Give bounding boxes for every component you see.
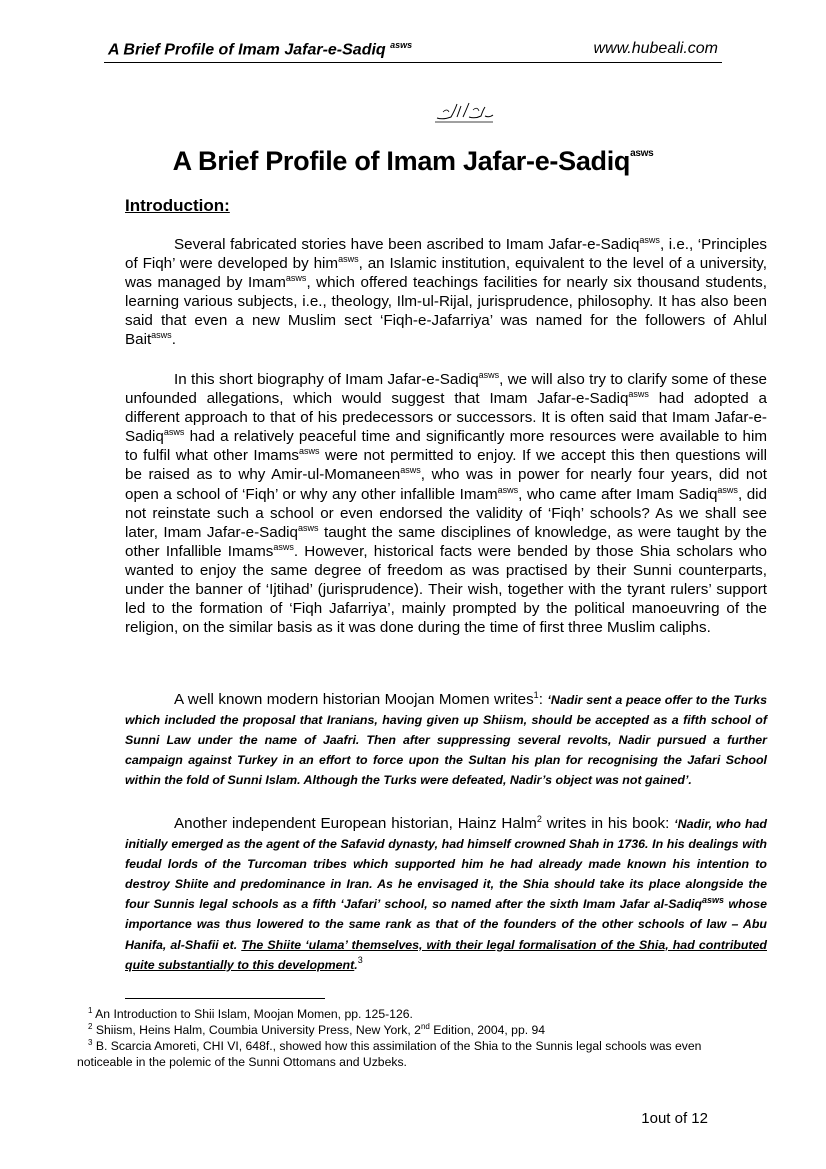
- header-title: A Brief Profile of Imam Jafar-e-Sadiq $^{asws}$: [108, 40, 413, 59]
- footnote-ref-2[interactable]: 2: [536, 813, 542, 824]
- footnote-3: $^3$ B. Scarcia Amoreti, CHI VI, 648f., showed how this assimilation of the Shia to the Sunnis legal schools was even noticeable in the polemic of the Sunni Ottomans and Uzbeks.: [77, 1037, 702, 1069]
- page-number: 1out of 12: [641, 1110, 708, 1127]
- header-rule: [104, 62, 722, 63]
- footnote-2: $^2$ Shiism, Heins Halm, Coumbia University Press, New York, 2nd Edition, 2004, pp. 94: [88, 1021, 546, 1037]
- paragraph-3: A well known modern historian Moojan Momen writes$^1$: ‘Nadir sent a peace offer to the Turks which included the proposal that Iranians, having given up Shiism, should be accepted as a fifth school of Sunni Law under the name of Jaafri. Then after suppressing several revolts, Nadir pursued a further campaign against Turkey in an effort to force upon the Sultan his plan for recognising the Jafari School within the fold of Sunni Islam. Although the Turks were defeated, Nadir’s object was not gained’.: [125, 689, 767, 788]
- header-site-link[interactable]: www.hubeali.com: [593, 40, 718, 57]
- header-title-superscript: asws: [390, 40, 413, 50]
- section-heading: Introduction:: [125, 196, 230, 215]
- footnotes: [77, 1006, 747, 1070]
- paragraph-4: Another independent European historian, Hainz Halm$^2$ writes in his book: ‘Nadir, who had initially emerged as the agent of the Safavid dynasty, had himself crowned Shah in 1736. In his dealings with feudal lords of the Turcoman tribes which supported him he had already made known his intention to destroy Shiite and predominance in Iran. As he envisaged it, the Shia should take its place alongside the four Sunnis legal schools as a fifth ‘Jafari’ school, so named after the sixth Imam Jafar al-Sadiq$^{asws}$ whose importance was thus lowered to the same rank as that of the founders of the other schools of law – Abu Hanifa, al-Shafii et. The Shiite ‘ulama’ themselves, with their legal formalisation of the Shia, had contributed quite substantially to this development.$^3$: [125, 813, 767, 972]
- footnote-1: $^1$ An Introduction to Shii Islam, Moojan Momen, pp. 125-126.: [88, 1005, 413, 1021]
- quote-halm-underlined: The Shiite ‘ulama’ themselves, with their legal formalisation of the Shia, had contributed quite substantially to this development: [125, 937, 767, 972]
- paragraph-2: In this short biography of Imam Jafar-e-Sadiq$^{asws}$, we will also try to clarify some of these unfounded allegations, which would suggest that Imam Jafar-e-Sadiq$^{asws}$ had adopted a different approach to that of his predecessors or successors. It is often said that Imam Jafar-e-Sadiq$^{asws}$ had a relatively peaceful time and significantly more resources were available to him to fulfil what other Imams$^{asws}$ were not permitted to enjoy. If we accept this then questions will be raised as to why Amir-ul-Momaneen$^{asws}$, who was in power for nearly four years, did not open a school of ‘Fiqh’ or why any other infallible Imam$^{asws}$, who came after Imam Sadiq$^{asws}$, did not reinstate such a school or even endorsed the validity of ‘Fiqh’ schools? As we shall see later, Imam Jafar-e-Sadiq$^{asws}$ taught the same disciplines of knowledge, as were taught by the other Infallible Imams$^{asws}$. However, historical facts were bended by those Shia scholars who wanted to enjoy the same degree of freedom as was practised by their Sunni counterparts, under the banner of ‘Ijtihad’ (jurisprudence). Their wish, together with the tyrant rulers’ support led to the formation of ‘Fiqh Jafarriya’, mainly prompted by the political manoeuvring of the religion, on the similar basis as it was done during the time of first three Muslim caliphs.: [125, 369, 767, 637]
- page-title: A Brief Profile of Imam Jafar-e-Sadiq$^{asws}$: [172, 146, 654, 176]
- footnote-ref-1[interactable]: 1: [533, 689, 539, 700]
- quote-momen: ‘Nadir sent a peace offer to the Turks which included the proposal that Iranians, having given up Shiism, should be accepted as a fifth school of Sunni Law under the name of Jaafri. Then after suppressing several revolts, Nadir pursued a further campaign against Turkey in an effort to force upon the Sultan his plan for recognising the Jafari School within the fold of Sunni Islam. Although the Turks were defeated, Nadir’s object was not gained’.: [125, 693, 767, 788]
- bismillah-calligraphy: [433, 98, 495, 124]
- title-superscript: asws: [630, 148, 654, 159]
- quote-halm: ‘Nadir, who had initially emerged as the agent of the Safavid dynasty, had himself crowned Shah in 1736. In his dealings with feudal lords of the Turcoman tribes which supported him he had already made known his intention to destroy Shiite and predominance in Iran. As he envisaged it, the Shia should take its place alongside the four Sunnis legal schools as a fifth ‘Jafari’ school, so named after the sixth Imam Jafar al-Sadiq$^{asws}$ whose importance was thus lowered to the same rank as that of the founders of the other schools of law – Abu Hanifa, al-Shafii et. The Shiite ‘ulama’ themselves, with their legal formalisation of the Shia, had contributed quite substantially to this development.: [125, 817, 767, 972]
- footnote-separator: [125, 998, 325, 999]
- footnote-ref-3[interactable]: 3: [357, 954, 363, 965]
- paragraph-1: Several fabricated stories have been ascribed to Imam Jafar-e-Sadiq$^{asws}$, i.e., ‘Principles of Fiqh’ were developed by him$^{asws}$, an Islamic institution, equivalent to the level of a university, was managed by Imam$^{asws}$, which offered teachings facilities for nearly six thousand students, learning various subjects, i.e., theology, Ilm-ul-Rijal, jurisprudence, philosophy. It has also been said that even a new Muslim sect ‘Fiqh-e-Jafarriya’ was named for the followers of Ahlul Bait$^{asws}$.: [125, 234, 767, 349]
